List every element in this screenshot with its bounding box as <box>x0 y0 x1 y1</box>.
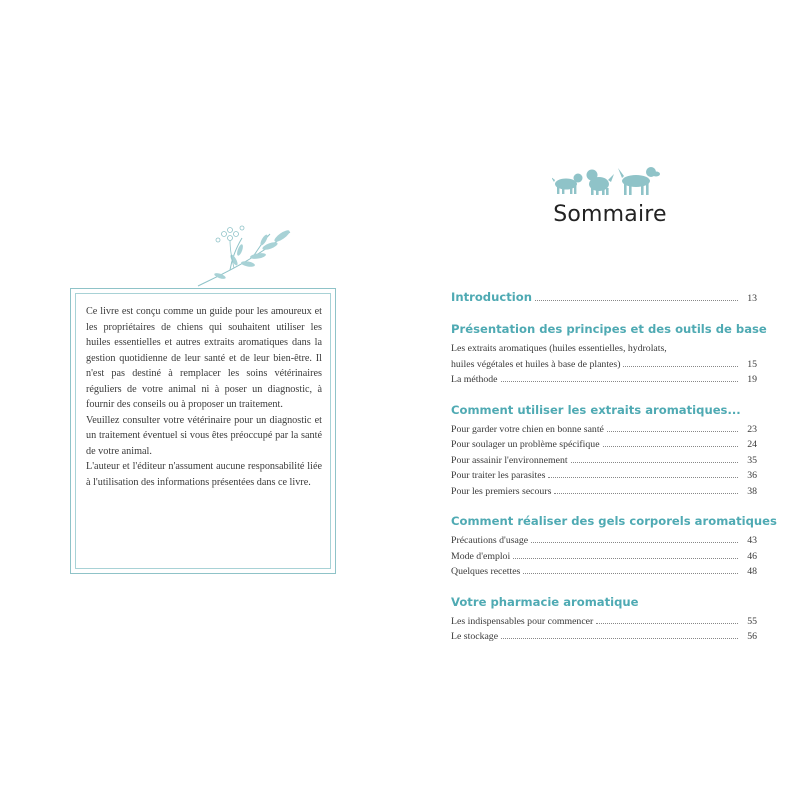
dot-leader <box>596 623 738 624</box>
dogs-illustration <box>552 162 662 198</box>
toc-entry-label: Précautions d'usage <box>451 535 529 546</box>
dot-leader <box>571 462 738 463</box>
disclaimer-paragraph: Veuillez consulter votre vétérinaire pour un diagnostic et un traitement éventuel si vous êtes préoccupé par la santé de votre animal. <box>86 414 322 457</box>
toc-heading-label: Comment réaliser des gels corporels aromatiques <box>451 514 777 528</box>
page-number: 15 <box>747 358 757 370</box>
toc-heading <box>451 321 767 337</box>
toc-title: Sommaire <box>553 202 667 227</box>
page-number: 38 <box>747 485 757 497</box>
dot-leader <box>623 366 738 367</box>
toc-entry[interactable] <box>451 372 757 388</box>
toc-entry-label: Pour soulager un problème spécifique <box>451 439 600 450</box>
toc-heading-entry[interactable] <box>451 289 757 307</box>
toc-entry-label: La méthode <box>451 374 498 385</box>
toc-entry[interactable] <box>451 564 757 580</box>
toc-section <box>451 321 767 388</box>
page-number: 56 <box>747 631 757 642</box>
toc-section <box>451 402 757 500</box>
page-number: 46 <box>747 550 757 562</box>
page-number: 23 <box>747 423 757 435</box>
toc-entry[interactable] <box>451 437 757 453</box>
toc-entry[interactable] <box>451 422 757 438</box>
toc-heading <box>451 594 757 610</box>
dot-leader <box>535 300 738 301</box>
dot-leader <box>523 573 738 574</box>
page-number: 13 <box>747 293 757 304</box>
dot-leader <box>603 446 738 447</box>
toc-section <box>451 513 777 580</box>
toc-heading <box>451 513 777 529</box>
toc-entry[interactable] <box>451 341 757 372</box>
page-number: 35 <box>747 454 757 466</box>
toc-section <box>451 289 757 307</box>
dot-leader <box>501 638 738 639</box>
dot-leader <box>531 542 738 543</box>
page-number: 24 <box>747 439 757 450</box>
toc-heading-label: Votre pharmacie aromatique <box>451 594 639 609</box>
page-number: 19 <box>747 374 757 385</box>
toc-heading-label: Présentation des principes et des outils de base <box>451 322 767 336</box>
page-number: 43 <box>747 535 757 546</box>
toc-section <box>451 594 757 645</box>
dot-leader <box>554 493 738 494</box>
toc-entry-label: Pour les premiers secours <box>451 485 552 497</box>
disclaimer-text <box>86 304 322 490</box>
toc-entry-label: huiles végétales et huiles à base de plantes) <box>451 358 621 370</box>
toc-entry-label: Quelques recettes <box>451 566 521 577</box>
table-of-contents <box>451 289 777 659</box>
toc-entry[interactable] <box>451 468 757 484</box>
disclaimer-paragraph: Ce livre est conçu comme un guide pour les amoureux et les propriétaires de chiens qui souhaitent utiliser les huiles essentielles et autres extraits aromatiques dans la gestion quotidienne de leur santé et de leur bien-être. Il n'est pas destiné à remplacer les soins vétérinaires réguliers de votre animal ni à poser un diagnostic, à fournir des conseils ou à proposer un traitement. <box>86 306 322 410</box>
toc-entry-label: Pour garder votre chien en bonne santé <box>451 423 604 435</box>
toc-entry-label: Les indispensables pour commencer <box>451 615 594 627</box>
dot-leader <box>548 477 738 478</box>
toc-entry-label: Mode d'emploi <box>451 550 511 562</box>
toc-entry-label: Le stockage <box>451 631 499 642</box>
dot-leader <box>513 558 738 559</box>
toc-entry[interactable] <box>451 484 757 500</box>
page-number: 48 <box>747 566 757 577</box>
toc-heading-label: Introduction <box>451 290 532 304</box>
leaf-sprig-illustration <box>190 220 300 290</box>
dot-leader <box>607 431 738 432</box>
page-number: 36 <box>747 470 757 481</box>
disclaimer-paragraph: L'auteur et l'éditeur n'assument aucune responsabilité liée à l'utilisation des informations présentées dans ce livre. <box>86 461 322 488</box>
page-number: 55 <box>747 615 757 627</box>
toc-entry[interactable] <box>451 533 757 549</box>
toc-entry[interactable] <box>451 549 757 565</box>
toc-entry[interactable] <box>451 629 757 645</box>
toc-entry-label-line: Les extraits aromatiques (huiles essentielles, hydrolats, <box>451 343 667 354</box>
dot-leader <box>501 381 738 382</box>
toc-entry-label: Pour traiter les parasites <box>451 470 546 481</box>
toc-entry[interactable] <box>451 614 757 630</box>
toc-entry[interactable] <box>451 453 757 469</box>
toc-heading-label: Comment utiliser les extraits aromatiques... <box>451 402 741 417</box>
toc-entry-label: Pour assainir l'environnement <box>451 454 568 466</box>
toc-heading <box>451 402 757 418</box>
